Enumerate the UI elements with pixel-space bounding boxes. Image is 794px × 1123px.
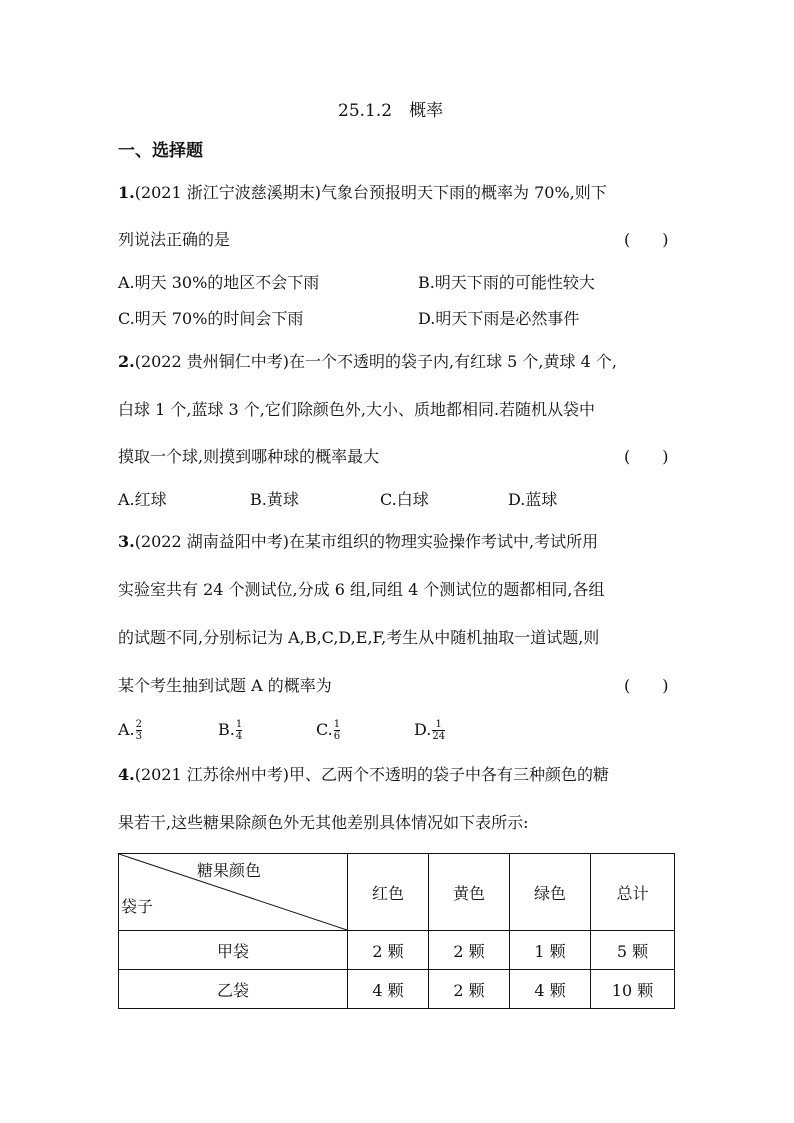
- fraction: [432, 720, 445, 742]
- question-4-line-2: 果若干,这些糖果除颜色外无其他差别具体情况如下表所示:: [118, 813, 529, 832]
- question-4-line-1: [118, 765, 609, 785]
- corner-top-label: 糖果颜色: [197, 861, 262, 880]
- question-1-option-c: C.明天 70%的时间会下雨: [118, 309, 304, 328]
- question-1-number: 1.: [118, 183, 135, 202]
- table-cell: 2 颗: [429, 931, 510, 970]
- question-1-answer-blank: ( ): [624, 230, 669, 249]
- fraction-numerator: 1: [235, 718, 243, 730]
- table-header-row: [119, 854, 675, 931]
- corner-bottom-label: 袋子: [121, 897, 154, 916]
- question-2-text-1: (2022 贵州铜仁中考)在一个不透明的袋子内,有红球 5 个,黄球 4 个,: [134, 352, 617, 371]
- question-2-option-d: D.蓝球: [508, 490, 558, 509]
- fraction-denominator: 3: [135, 730, 143, 742]
- table-cell: 1 颗: [510, 931, 591, 970]
- question-3-option-d: [414, 716, 445, 744]
- question-4-number: 4.: [118, 765, 135, 784]
- question-3-line-1: [118, 532, 598, 552]
- option-label: B.: [218, 720, 235, 739]
- table-header: 总计: [591, 854, 675, 931]
- question-3-option-a: [118, 716, 142, 744]
- fraction: [136, 720, 142, 742]
- candy-table: [118, 853, 675, 1009]
- table-cell: 4 颗: [510, 970, 591, 1009]
- table-cell: 10 颗: [591, 970, 675, 1009]
- fraction-numerator: 1: [333, 718, 341, 730]
- table-header: 黄色: [429, 854, 510, 931]
- question-1-text-1: (2021 浙江宁波慈溪期末)气象台预报明天下雨的概率为 70%,则下: [134, 183, 607, 202]
- option-label: C.: [316, 720, 333, 739]
- question-1-line-1: [118, 183, 607, 203]
- row-label: 甲袋: [119, 931, 348, 970]
- fraction-denominator: 4: [235, 730, 243, 742]
- fraction-numerator: 2: [135, 718, 143, 730]
- fraction-denominator: 24: [432, 730, 446, 742]
- question-2-number: 2.: [118, 352, 135, 371]
- question-3-number: 3.: [118, 532, 135, 551]
- fraction-numerator: 1: [435, 718, 442, 730]
- fraction-denominator: 6: [333, 730, 341, 742]
- table-cell: 2 颗: [348, 931, 429, 970]
- question-2-answer-blank: ( ): [624, 447, 669, 466]
- section-heading: 一、选择题: [118, 141, 203, 161]
- option-label: A.: [118, 720, 135, 739]
- question-3-text-1: (2022 湖南益阳中考)在某市组织的物理实验操作考试中,考试所用: [134, 532, 599, 551]
- question-2-line-3: 摸取一个球,则摸到哪种球的概率最大: [118, 447, 380, 466]
- fraction: [334, 720, 340, 742]
- table-cell: 2 颗: [429, 970, 510, 1009]
- question-1-option-a: A.明天 30%的地区不会下雨: [118, 273, 320, 292]
- option-label: D.: [414, 720, 432, 739]
- page-title: 25.1.2 概率: [338, 101, 444, 121]
- question-4-text-1: (2021 江苏徐州中考)甲、乙两个不透明的袋子中各有三种颜色的糖: [134, 765, 609, 784]
- question-3-line-4: 某个考生抽到试题 A 的概率为: [118, 676, 332, 695]
- question-1-option-b: B.明天下雨的可能性较大: [418, 273, 595, 292]
- fraction: [236, 720, 242, 742]
- question-2-option-b: B.黄球: [250, 490, 299, 509]
- question-3-line-2: 实验室共有 24 个测试位,分成 6 组,同组 4 个测试位的题都相同,各组: [118, 580, 605, 599]
- question-1-option-d: D.明天下雨是必然事件: [418, 309, 580, 328]
- question-3-answer-blank: ( ): [624, 676, 669, 695]
- question-2-option-a: A.红球: [118, 490, 167, 509]
- table-header: 红色: [348, 854, 429, 931]
- question-2-option-c: C.白球: [380, 490, 429, 509]
- table-row: [119, 931, 675, 970]
- table-header: 绿色: [510, 854, 591, 931]
- row-label: 乙袋: [119, 970, 348, 1009]
- question-2-line-2: 白球 1 个,蓝球 3 个,它们除颜色外,大小、质地都相同.若随机从袋中: [118, 400, 596, 419]
- table-cell: 5 颗: [591, 931, 675, 970]
- question-3-line-3: 的试题不同,分别标记为 A,B,C,D,E,F,考生从中随机抽取一道试题,则: [118, 628, 600, 647]
- table-cell: 4 颗: [348, 970, 429, 1009]
- table-row: [119, 970, 675, 1009]
- table-corner-cell: [119, 854, 348, 931]
- question-1-line-2: 列说法正确的是: [118, 230, 231, 249]
- question-3-option-c: [316, 716, 340, 744]
- question-2-line-1: [118, 352, 617, 372]
- question-3-option-b: [218, 716, 242, 744]
